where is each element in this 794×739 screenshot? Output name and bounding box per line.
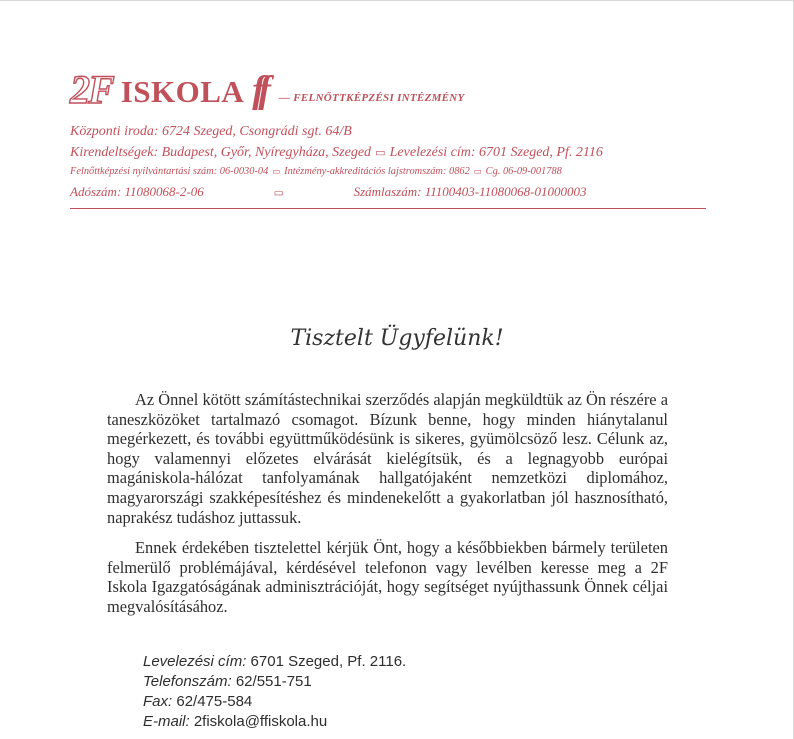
letterhead-divider [70,208,706,209]
contact-phone [143,672,406,692]
school-logo [70,66,465,110]
contact-label: Fax: [143,693,173,710]
company-registration: Cg. 06-09-001788 [485,166,562,177]
contact-value: 2fiskola@ffiskola.hu [193,713,328,730]
page-border-top [0,0,794,1]
separator-icon: ▭ [473,167,482,176]
registration-line [70,166,562,177]
body-paragraph-2: Ennek érdekében tisztelettel kérjük Önt, hogy a későbbiekben bármely területen felmerülő problémájával, kérdésével telefonon vagy levélben keresse meg a 2F Iskola Igazgatóságának adminisztrációját, hogy segítséget nyújthassunk Önnek céljai megvalósításához. [107,538,668,616]
contact-value: 62/475-584 [176,693,253,710]
tax-number: Adószám: 11080068-2-06 [70,184,204,199]
registration-number: Felnőttképzési nyilvántartási szám: 06-0030-04 [70,166,269,177]
contact-label: Levelezési cím: [143,653,247,670]
contact-label: Telefonszám: [143,673,232,690]
contact-value: 62/551-751 [235,673,312,690]
contact-postal [143,652,406,672]
contact-block [143,652,406,732]
contact-value: 6701 Szeged, Pf. 2116. [250,653,407,670]
logo-2f-mark: 2F [70,67,113,112]
logo-iskola-text: ISKOLA [120,74,245,109]
branches-text: Kirendeltségek: Budapest, Győr, Nyíregyháza, Szeged [70,145,372,160]
contact-email [143,712,406,732]
logo-ff-mark: ff [252,69,265,111]
accreditation-number: Intézmény-akkreditációs lajstromszám: 0862 [284,166,470,177]
tax-account-line [70,184,586,200]
bank-account: Számlaszám: 11100403-11080068-01000003 [353,184,587,199]
body-paragraph-1: Az Önnel kötött számítástechnikai szerződés alapján megküldtük az Ön részére a taneszközöket tartalmazó csomagot. Bízunk benne, hogy minden hiánytalanul megérkezett, és további együttműködésünk is sikeres, gyümölcsöző lesz. Célunk az, hogy valamennyi előzetes elvárását kielégítsük, és a legnagyobb európai magániskola-hálózat tanfolyamának hallgatójaként nemzetközi diplomához, magyarországi szakképesítéshez és mindenekelőtt a gyakorlatban jól hasznosítható, naprakész tudáshoz juttassuk. [107,390,668,527]
postal-address-text: Levelezési cím: 6701 Szeged, Pf. 2116 [389,145,603,160]
separator-icon: ▭ [272,167,281,176]
contact-label: E-mail: [143,713,190,730]
head-office-line: Központi iroda: 6724 Szeged, Csongrádi sgt. 64/B [70,124,352,139]
separator-icon: ▭ [375,147,386,159]
salutation: Tisztelt Ügyfelünk! [290,326,504,351]
logo-tagline: — FELNŐTTKÉPZÉSI INTÉZMÉNY [278,92,465,104]
branches-line [70,145,603,161]
separator-icon: ▭ [273,188,284,199]
contact-fax [143,692,406,712]
